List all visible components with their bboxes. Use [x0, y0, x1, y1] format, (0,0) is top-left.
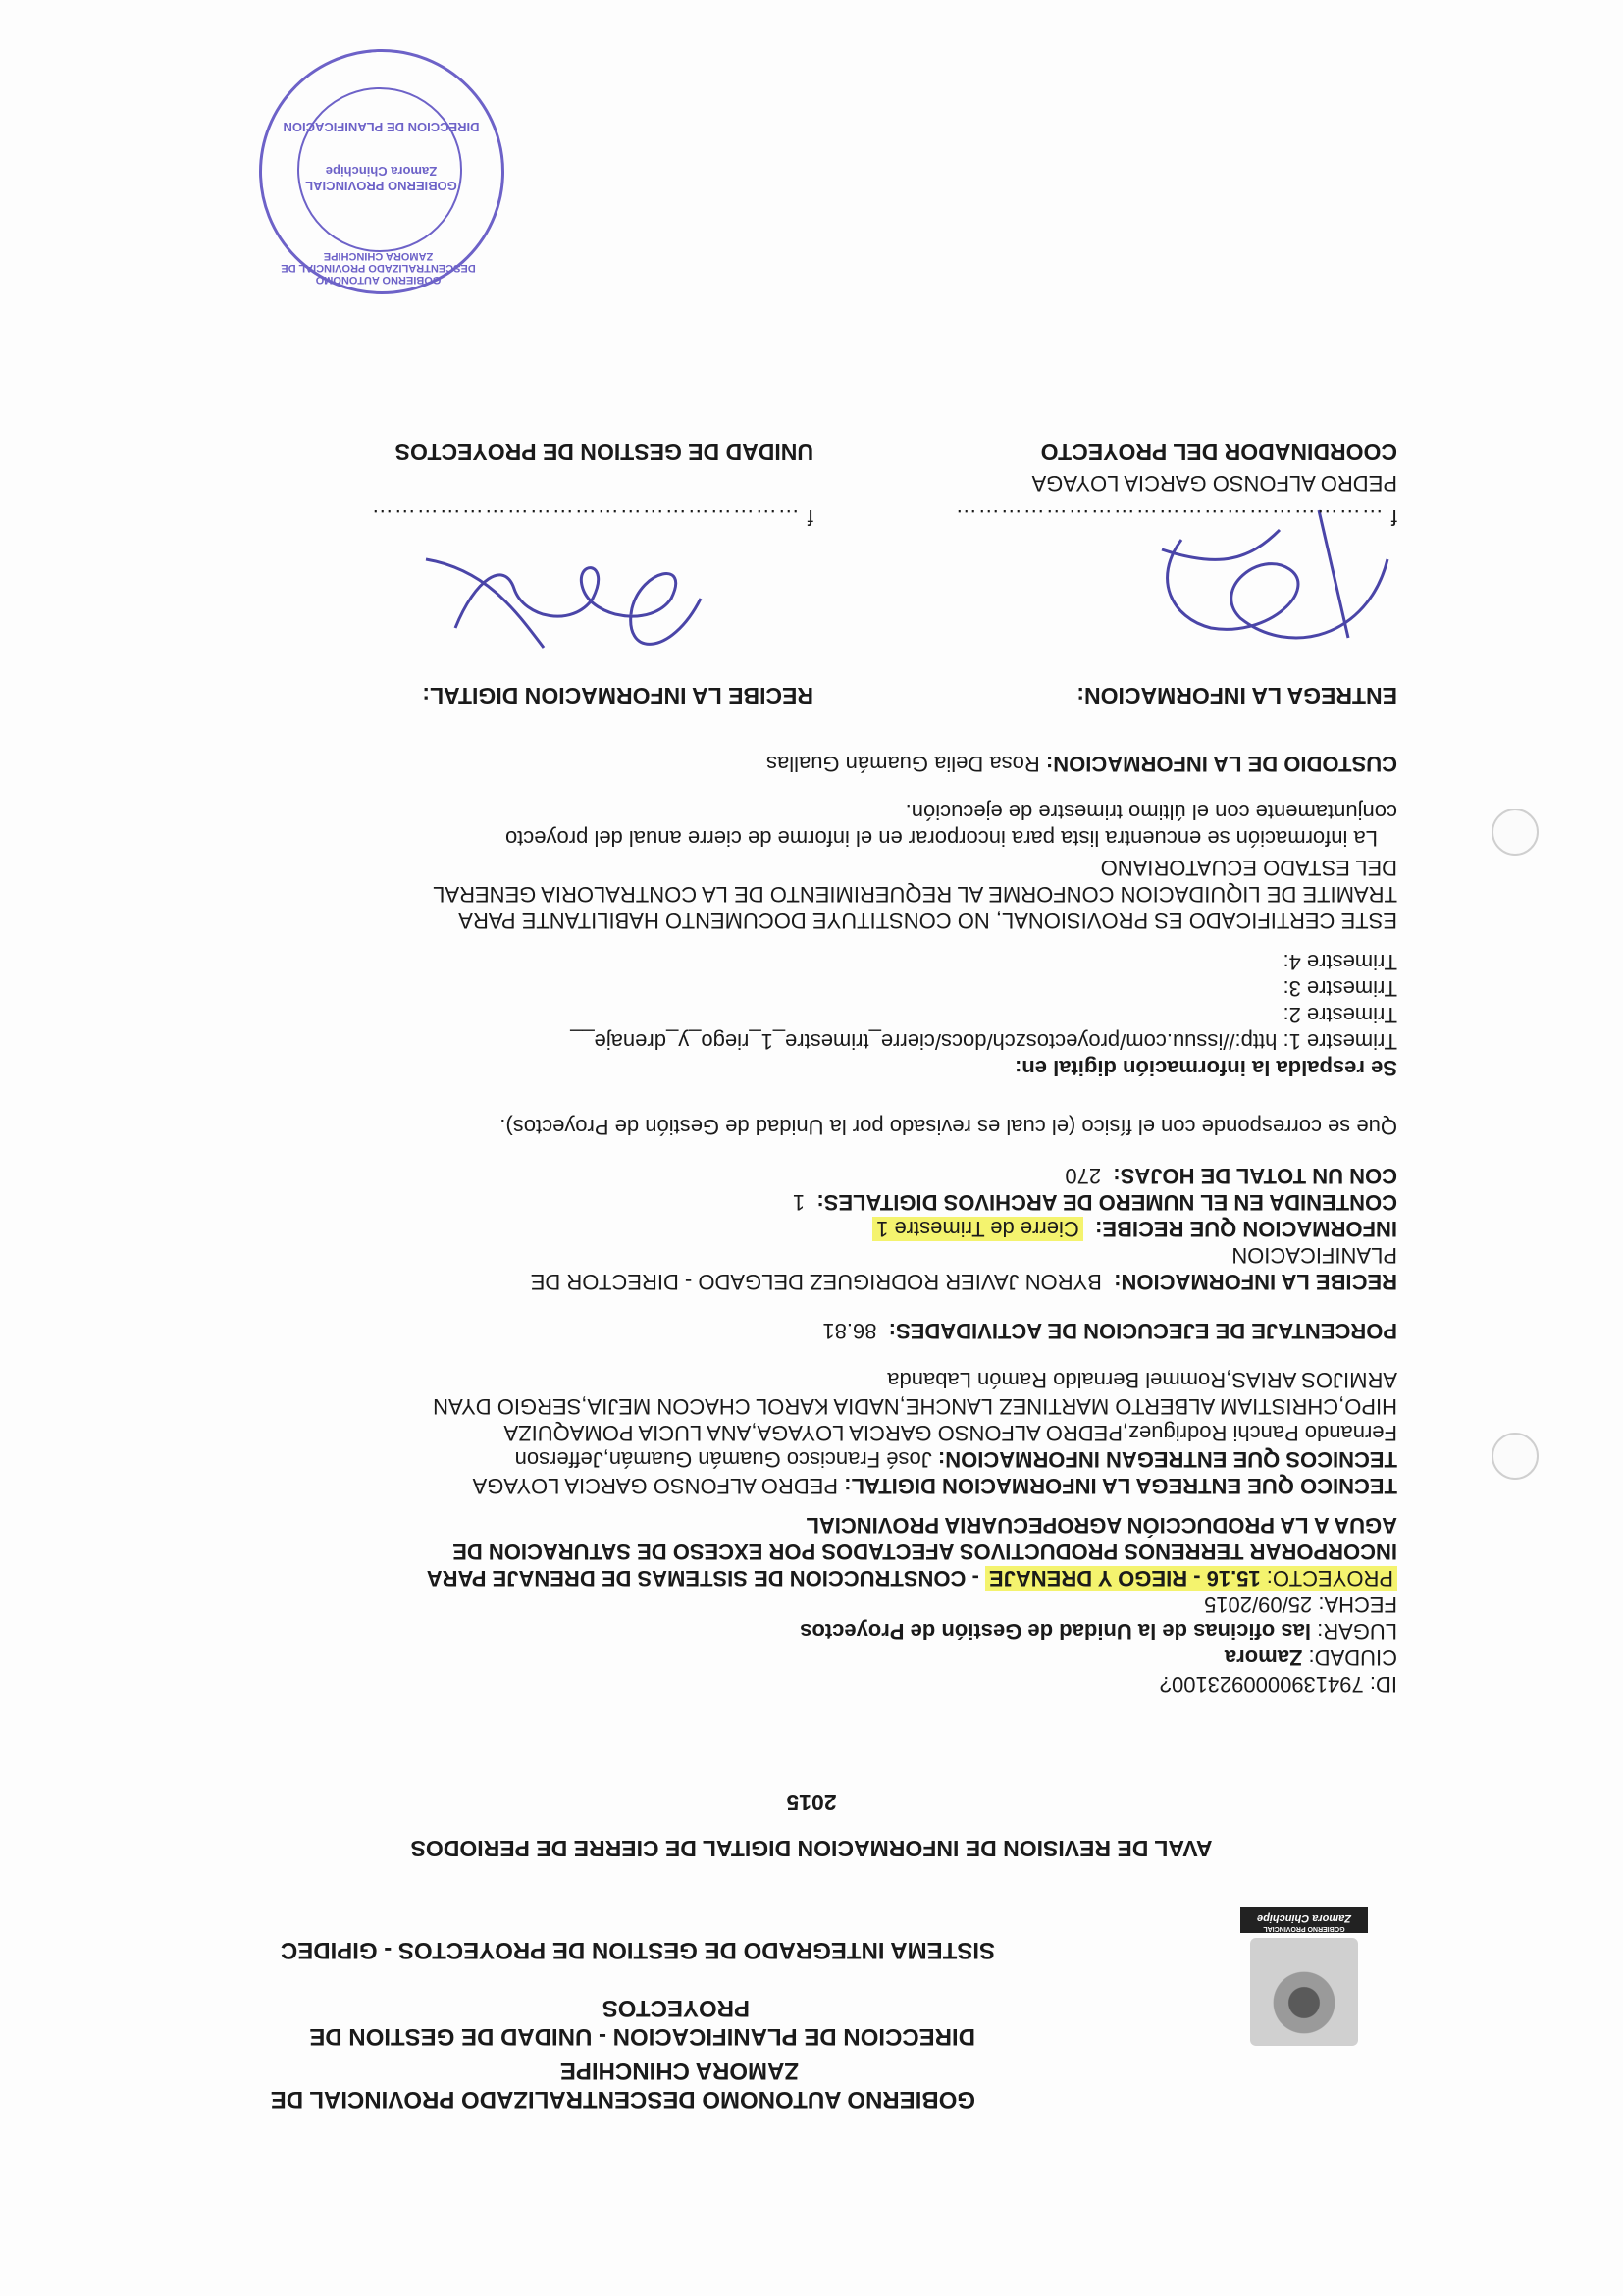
quarter-3: Trimestre 3: [1283, 976, 1397, 1001]
punch-hole-icon [1492, 809, 1539, 856]
signature-line-right: f ………………………………………………… [370, 505, 813, 530]
recv-row [190, 1269, 1397, 1295]
info-row [190, 1216, 1397, 1242]
custody-row [190, 751, 1397, 777]
quarter-4: Trimestre 4: [1283, 950, 1397, 974]
place-row [190, 1618, 1397, 1644]
files-row [190, 1189, 1397, 1216]
city-row [190, 1644, 1397, 1671]
date-value: 25/09/2015 [1204, 1592, 1313, 1617]
city-value: Zamora [1224, 1645, 1303, 1670]
info-label: INFORMACION QUE RECIBE: [1095, 1217, 1397, 1241]
project-row [190, 1565, 1397, 1592]
signature-line-left: f ………………………………………………… [954, 505, 1397, 530]
org-line-2: ZAMORA CHINCHIPE [559, 2058, 799, 2084]
logo-line-2: Zamora Chinchipe [1257, 1912, 1351, 1924]
project-label: PROYECTO: [1266, 1566, 1393, 1591]
receive-label: RECIBE LA INFORMACION DIGITAL: [422, 683, 813, 708]
list-line-2: conjuntamente con el último trimestre de ejecución. [905, 800, 1397, 824]
tech-value: PEDRO ALFONSO GARCIA LOYAGA [472, 1474, 839, 1498]
tech-row [190, 1473, 1397, 1499]
project-desc-3: AGUA A LA PRODUCCIÓN AGROPECUARIA PROVINCIAL [806, 1513, 1397, 1538]
custody-value: Rosa Delia Guamán Guallas [765, 752, 1040, 776]
techs-line-4: ARMIJOS ARIAS,Rommel Bernaldo Ramón Labanda [887, 1368, 1397, 1392]
id-value: 7941390000923100? [1159, 1672, 1364, 1696]
seal-bottom: DIRECCION DE PLANIFICACION [283, 120, 480, 134]
techs-label: TECNICOS QUE ENTREGAN INFORMACION: [937, 1447, 1397, 1472]
techs-line-1: José Francisco Guamán Guamán,Jefferson [514, 1447, 932, 1472]
files-value: 1 [792, 1190, 806, 1215]
signature-f-left: f [1389, 505, 1397, 530]
info-value: Cierre de Trimestre 1 [872, 1217, 1083, 1241]
techs-line-3: HIPO,CHRISTIAM ALBERTO MARTINEZ LANCHE,NADIA KAROL CHACON MEJIA,SERGIO DYAN [433, 1394, 1397, 1419]
techs-line-2: Fernando Panchi Rodriguez,PEDRO ALFONSO GARCIA LOYAGA,ANA LUCIA POMAQUIZA [503, 1421, 1397, 1445]
id-row [190, 1671, 1397, 1697]
seal-center-2: Zamora Chinchipe [325, 164, 438, 179]
date-row [190, 1592, 1397, 1618]
seal-center [271, 120, 492, 193]
pct-row [190, 1318, 1397, 1344]
seal-ring-text: GOBIERNO AUTONOMO DESCENTRALIZADO PROVINCIAL DE ZAMORA CHINCHIPE [281, 250, 476, 286]
id-label: ID: [1369, 1672, 1397, 1696]
project-highlight [985, 1566, 1397, 1591]
matches-text: Que se corresponde con el físico (el cual es revisado por la Unidad de Gestión de Proyectos). [499, 1115, 1397, 1139]
date-label: FECHA: [1318, 1592, 1397, 1617]
notice-line-2: TRAMITE DE LIQUIDACION CONFORME AL REQUERIMIENTO DE LA CONTRALORIA GENERAL [433, 882, 1397, 907]
seal-center-1: GOBIERNO PROVINCIAL [305, 179, 457, 193]
pct-value: 86.81 [822, 1319, 877, 1343]
custody-label: CUSTODIO DE LA INFORMACION: [1045, 752, 1397, 776]
logo-caption [1240, 1907, 1368, 1933]
tech-label: TECNICO QUE ENTREGA LA INFORMACION DIGITAL: [844, 1474, 1397, 1498]
recv-value-2: PLANIFICACION [1231, 1243, 1397, 1268]
notice-line-1: ESTE CERTIFICADO ES PROVISIONAL, NO CONSTITUYE DOCUMENTO HABILITANTE PARA [458, 909, 1397, 933]
dept-line-2: PROYECTOS [602, 1995, 750, 2021]
notice-line-3: DEL ESTADO ECUATORIANO [1100, 856, 1397, 880]
document-year: 2015 [786, 1790, 837, 1815]
quarter-2: Trimestre 2: [1283, 1003, 1397, 1027]
punch-hole-icon [1492, 1433, 1539, 1480]
recv-value-1: BYRON JAVIER RODRIGUEZ DELGADO - DIRECTOR DE [530, 1270, 1102, 1294]
sheets-row [190, 1163, 1397, 1189]
sheets-value: 270 [1065, 1164, 1102, 1188]
sheets-label: CON UN TOTAL DE HOJAS: [1113, 1164, 1397, 1188]
logo-icon [1250, 1938, 1358, 2046]
signature-f-right: f [806, 505, 813, 530]
dept-line-1: DIRECCION DE PLANIFICACION - UNIDAD DE GESTION DE [309, 2023, 975, 2050]
project-desc-2: INCORPORAR TERRENOS PRODUCTIVOS AFECTADOS POR EXCESO DE SATURACION DE [452, 1539, 1397, 1564]
system-name: SISTEMA INTEGRADO DE GESTION DE PROYECTOS - GIPIDEC [280, 1937, 995, 1963]
quarter-1: Trimestre 1: http://issuu.com/proyectoszch/docs/cierre_trimestre_1_riego_y_drenaje__ [570, 1029, 1397, 1054]
deliver-label: ENTREGA LA INFORMACION: [1076, 683, 1397, 708]
city-label: CIUDAD: [1308, 1645, 1397, 1670]
org-line-1: GOBIERNO AUTONOMO DESCENTRALIZADO PROVINCIAL DE [270, 2086, 975, 2113]
project-code: 15.16 - RIEGO Y DRENAJE [988, 1566, 1261, 1591]
backup-label: Se respalda la información digital en: [1015, 1056, 1397, 1080]
files-label: CONTENIDA EN EL NUMERO DE ARCHIVOS DIGITALES: [816, 1190, 1397, 1215]
list-line-1: La información se encuentra lista para incorporar en el informe de cierre anual del proyecto [504, 826, 1378, 851]
deliver-name: PEDRO ALFONSO GARCIA LOYAGA [1031, 471, 1397, 496]
project-desc-1: - CONSTRUCCION DE SISTEMAS DE DRENAJE PARA [426, 1566, 985, 1591]
receive-role: UNIDAD DE GESTION DE PROYECTOS [394, 440, 813, 465]
signature-right [416, 540, 710, 667]
logo-line-1: GOBIERNO PROVINCIAL [1263, 1925, 1345, 1932]
document-title: AVAL DE REVISION DE INFORMACION DIGITAL DE CIERRE DE PERIODOS [410, 1836, 1213, 1861]
recv-label: RECIBE LA INFORMACION: [1114, 1270, 1397, 1294]
deliver-role: COORDINADOR DEL PROYECTO [1040, 440, 1397, 465]
place-value: las oficinas de la Unidad de Gestión de Proyectos [800, 1619, 1311, 1644]
place-label: LUGAR: [1317, 1619, 1397, 1644]
pct-label: PORCENTAJE DE EJECUCION DE ACTIVIDADES: [888, 1319, 1397, 1343]
techs-row [190, 1446, 1397, 1473]
official-seal [259, 49, 504, 294]
